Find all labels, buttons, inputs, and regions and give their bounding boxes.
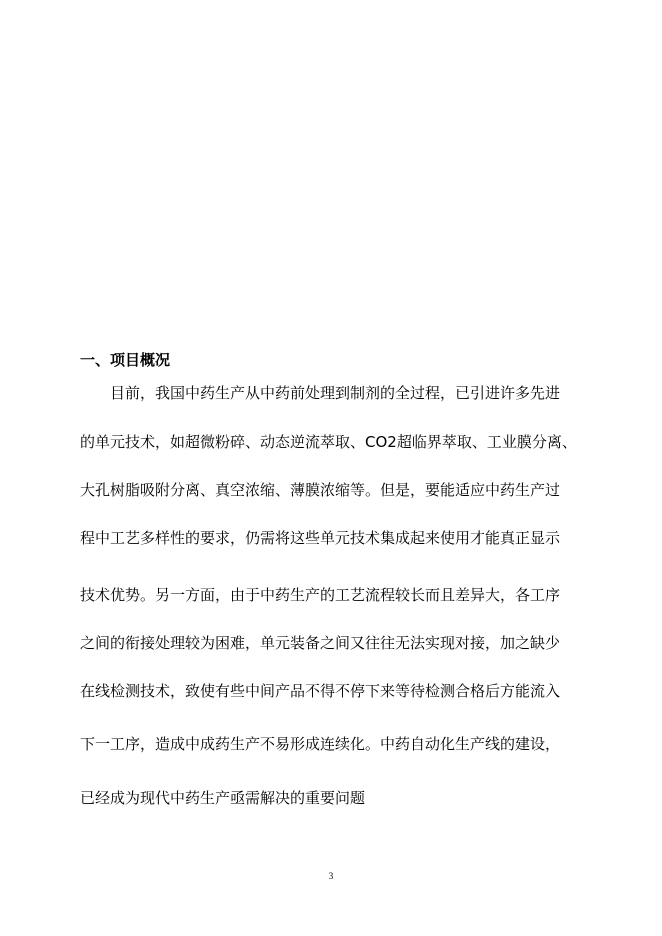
paragraph-line-6: 之间的衔接处理较为困难，单元装备之间又往往无法实现对接，加之缺少 (80, 634, 561, 652)
section-heading: 一、项目概况 (80, 351, 171, 369)
paragraph-line-7: 在线检测技术，致使有些中间产品不得不停下来等待检测合格后方能流入 (80, 682, 561, 700)
paragraph-line-3: 大孔树脂吸附分离、真空浓缩、薄膜浓缩等。但是，要能适应中药生产过 (80, 481, 561, 499)
paragraph-line-4: 程中工艺多样性的要求，仍需将这些单元技术集成起来使用才能真正显示 (80, 529, 561, 547)
page-number: 3 (328, 871, 334, 881)
paragraph-line-8: 下一工序，造成中成药生产不易形成连续化。中药自动化生产线的建设， (80, 735, 561, 753)
paragraph-line-2: 的单元技术，如超微粉碎、动态逆流萃取、CO2超临界萃取、工业膜分离、 (80, 433, 577, 451)
paragraph-line-9: 已经成为现代中药生产亟需解决的重要问题 (80, 789, 366, 807)
paragraph-line-5: 技术优势。另一方面，由于中药生产的工艺流程较长而且差异大，各工序 (80, 586, 561, 604)
paragraph-line-1: 目前，我国中药生产从中药前处理到制剂的全过程，已引进许多先进 (110, 384, 561, 402)
